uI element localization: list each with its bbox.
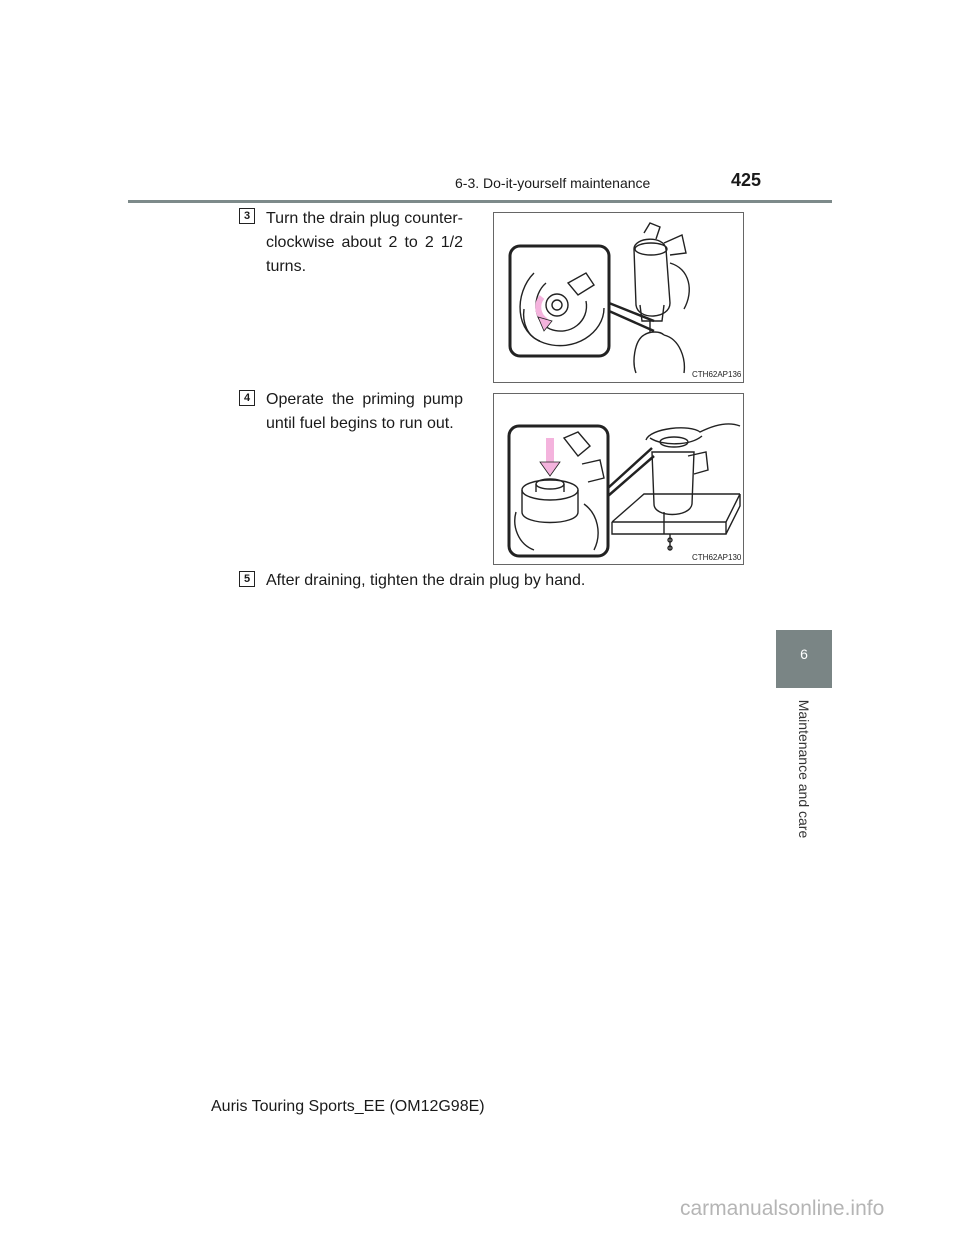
page-number: 425	[731, 170, 762, 190]
figure-priming-pump	[493, 393, 744, 565]
step-instruction: Turn the drain plug counter-clockwise about 2 to 2 1/2 turns.	[266, 210, 463, 275]
footer-model: Auris Touring Sports_EE (OM12G98E)	[211, 1098, 485, 1115]
step-number-badge: 5	[239, 571, 255, 587]
figure-code: CTH62AP130	[692, 553, 742, 562]
step-number-badge: 3	[239, 208, 255, 224]
drain-plug-illustration	[494, 213, 743, 382]
header-divider	[128, 200, 832, 203]
figure-code: CTH62AP136	[692, 370, 742, 379]
watermark: carmanualsonline.info	[680, 1197, 885, 1220]
step-instruction: After draining, tighten the drain plug by hand.	[266, 572, 586, 589]
step-instruction: Operate the priming pump until fuel begins to run out.	[266, 391, 463, 432]
step-number-badge: 4	[239, 390, 255, 406]
section-title: 6-3. Do-it-yourself maintenance	[455, 175, 651, 191]
chapter-title: Maintenance and care	[796, 699, 812, 839]
chapter-number: 6	[800, 646, 808, 662]
figure-drain-plug	[493, 212, 744, 383]
priming-pump-illustration	[494, 394, 743, 564]
